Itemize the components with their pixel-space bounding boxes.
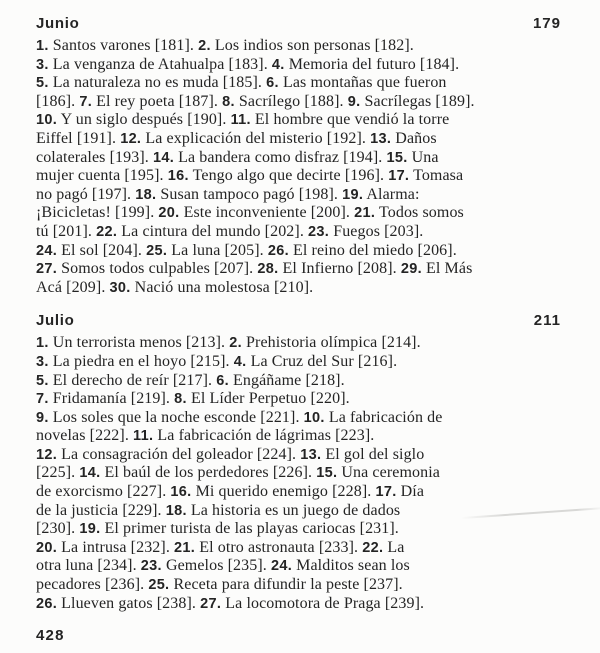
toc-line: 24. El sol [204]. 25. La luna [205]. 26. El reino del miedo [206]. [36,241,457,259]
entry-number: 8. [174,391,187,408]
toc-line: pecadores [236]. 25. Receta para difundir la peste [237]. [36,576,403,594]
toc-line: mujer cuenta [195]. 16. Tengo algo que decirte [196]. 17. Tomasa [36,167,464,185]
toc-line: 12. La consagración del goleador [224]. 13. El gol del siglo [36,445,425,463]
entry-number: 25. [148,577,170,594]
entry-number: 15. [316,465,338,482]
entry-number: 23. [140,558,162,575]
toc-line: 1. Un terrorista menos [213]. 2. Prehistoria olímpica [214]. [36,334,421,352]
entry-number: 6. [216,372,229,389]
entry-number: 20. [36,539,58,556]
toc-line: Eiffel [191]. 12. La explicación del misterio [192]. 13. Daños [36,129,437,147]
toc-line: Acá [209]. 30. Nació una molestosa [210]. [36,278,314,296]
entry-number: 25. [146,242,168,259]
entry-number: 30. [109,279,131,296]
entry-number: 10. [36,112,58,129]
entry-number: 10. [303,409,325,426]
section-heading-row [36,14,572,34]
entry-number: 17. [375,484,397,501]
entry-number: 8. [222,93,235,110]
entry-number: 23. [308,223,330,240]
entry-number: 4. [271,56,285,73]
toc-line: 27. Somos todos culpables [207]. 28. El Infierno [208]. 29. El Más [36,260,473,278]
toc-line: 26. Llueven gatos [238]. 27. La locomotora de Praga [239]. [36,594,425,612]
entry-number: 11. [230,112,251,129]
toc-line: 9. Los soles que la noche esconde [221]. 10. La fabricación de [36,408,443,426]
entry-number: 27. [200,595,222,612]
toc-section-julio [36,311,572,613]
month-heading: Julio [36,312,75,330]
toc-section-junio [36,14,572,297]
entry-number: 4. [233,353,247,370]
entry-number: 2. [229,335,242,352]
toc-line: otra luna [234]. 23. Gemelos [235]. 24. Malditos sean los [36,557,410,575]
toc-line: 5. La naturaleza no es muda [185]. 6. Las montañas que fueron [36,74,447,92]
entry-number: 5. [36,372,49,389]
toc-line: colaterales [193]. 14. La bandera como disfraz [194]. 15. Una [36,148,439,166]
entry-number: 1. [36,335,49,352]
toc-line: no pagó [197]. 18. Susan tampoco pagó [198]. 19. Alarma: [36,185,420,203]
entry-number: 21. [354,205,376,222]
entry-number: 12. [120,130,142,147]
entry-number: 18. [165,502,187,519]
entry-number: 18. [135,186,157,203]
toc-line: 3. La venganza de Atahualpa [183]. 4. Memoria del futuro [184]. [36,55,460,73]
toc-line: 1. Santos varones [181]. 2. Los indios son personas [182]. [36,37,414,54]
toc-line: 10. Y un siglo después [190]. 11. El hombre que vendió la torre [36,111,450,129]
entry-number: 26. [267,242,289,259]
toc-line: 3. La piedra en el hoyo [215]. 4. La Cruz del Sur [216]. [36,352,398,370]
toc-line: [186]. 7. El rey poeta [187]. 8. Sacrílego [188]. 9. Sacrílegas [189]. [36,92,475,110]
entry-number: 9. [347,93,361,110]
entry-number: 15. [386,149,408,166]
entry-number: 1. [36,38,49,54]
entry-number: 13. [370,130,392,147]
entry-number: 5. [36,75,49,92]
entry-number: 14. [79,465,101,482]
toc-lines [36,334,572,613]
entry-number: 12. [36,446,58,463]
toc-line: 5. El derecho de reír [217]. 6. Engáñame [218]. [36,371,345,389]
entry-number: 26. [36,595,58,612]
toc-line: 7. Fridamanía [219]. 8. El Líder Perpetuo [220]. [36,390,350,408]
entry-number: 22. [362,539,384,556]
entry-number: 24. [36,242,58,259]
entry-number: 3. [36,56,49,73]
entry-number: 7. [79,93,93,110]
entry-number: 16. [170,484,192,501]
entry-number: 19. [79,521,101,538]
entry-number: 19. [342,186,364,203]
toc-line: [225]. 14. El baúl de los perdedores [226]. 15. Una ceremonia [36,464,440,482]
entry-number: 28. [257,261,279,278]
entry-number: 7. [36,391,49,408]
page-footer [36,627,572,645]
month-heading: Junio [36,15,80,32]
toc-lines [36,37,572,297]
toc-line: novelas [222]. 11. La fabricación de lágrimas [223]. [36,427,375,445]
entry-number: 22. [96,223,118,240]
toc-line: de la justicia [229]. 18. La historia es un juego de dados [36,501,401,519]
toc-line: tú [201]. 22. La cintura del mundo [202]. 23. Fuegos [203]. [36,222,424,240]
entry-number: 11. [133,428,154,445]
section-page-number: 211 [533,312,561,330]
entry-number: 6. [266,75,279,92]
toc-line: de exorcismo [227]. 16. Mi querido enemigo [228]. 17. Día [36,483,425,501]
entry-number: 29. [400,261,422,278]
entry-number: 9. [36,409,49,426]
entry-number: 3. [36,353,49,370]
entry-number: 13. [300,446,322,463]
entry-number: 20. [158,205,180,222]
section-heading-row [36,311,572,331]
entry-number: 24. [270,558,293,575]
entry-number: 14. [152,149,175,166]
folio-page-number: 428 [36,627,65,645]
entry-number: 2. [198,38,211,54]
toc-line: ¡Bicicletas! [199]. 20. Este inconveniente [200]. 21. Todos somos [36,204,464,222]
entry-number: 27. [36,261,58,278]
toc-line: [230]. 19. El primer turista de las playas cariocas [231]. [36,520,399,538]
entry-number: 21. [174,539,196,556]
entry-number: 17. [388,168,410,185]
section-page-number: 179 [532,15,561,32]
entry-number: 16. [167,168,189,185]
toc-line: 20. La intrusa [232]. 21. El otro astronauta [233]. 22. La [36,538,405,556]
